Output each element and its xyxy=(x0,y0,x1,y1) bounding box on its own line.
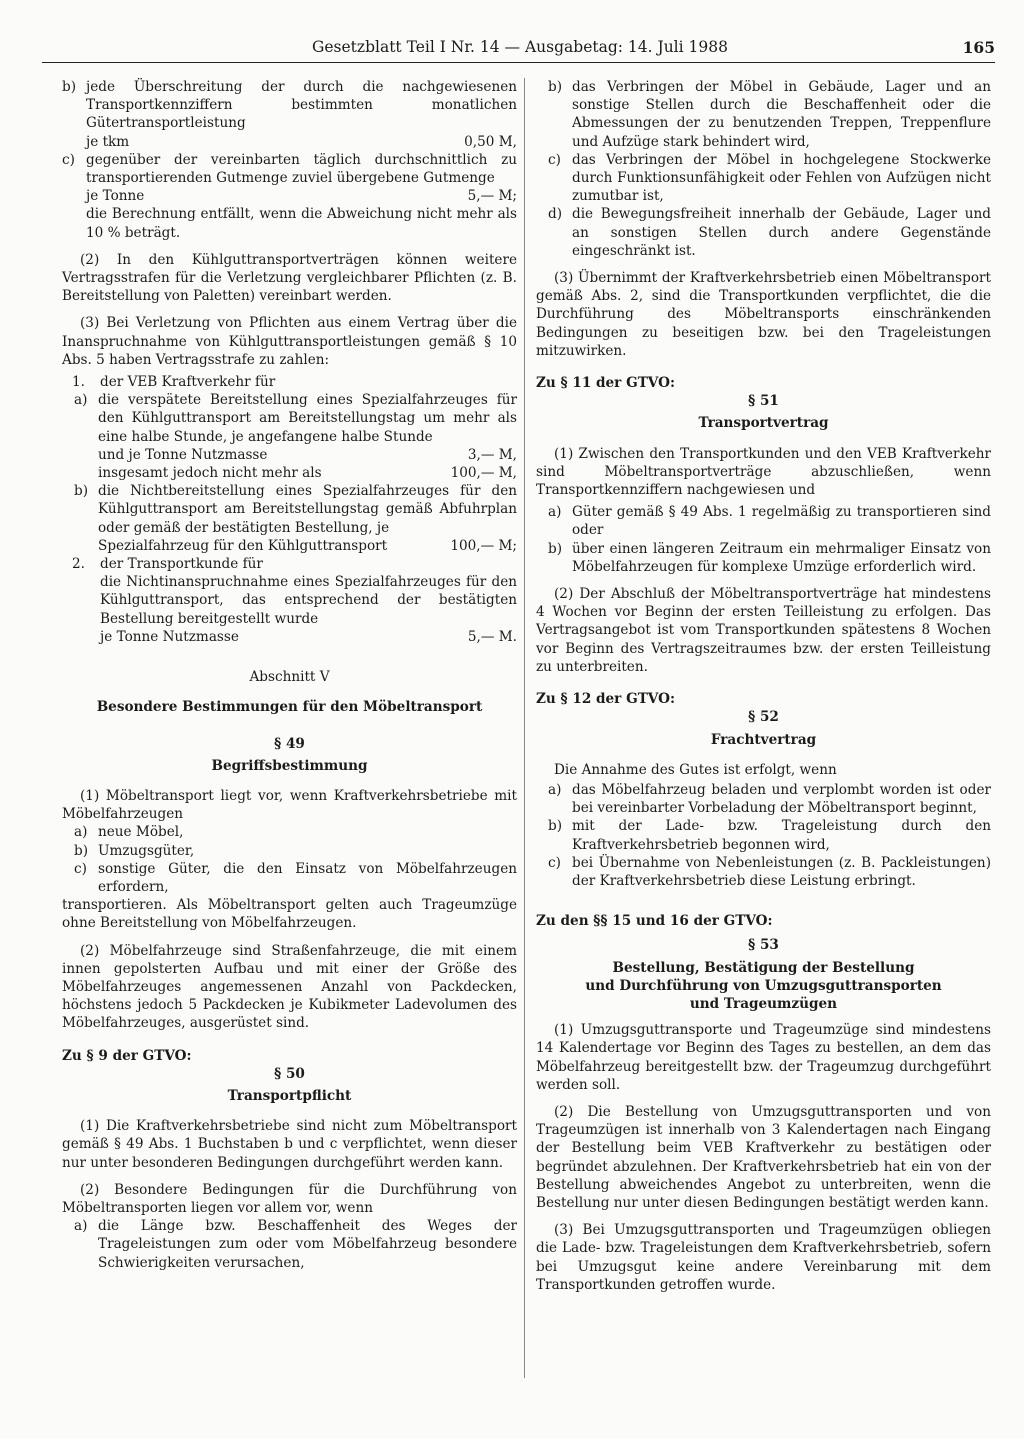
paragraph: Die Annahme des Gutes ist erfolgt, wenn xyxy=(554,761,837,778)
list-item: c) das Verbringen der Möbel in hochgelegene Stockwerke durch Funktionsunfähigkeit oder Fehlen von Aufzügen nicht zumutbar ist, xyxy=(548,151,991,205)
paragraph-number: § 53 xyxy=(748,937,779,954)
paragraph-number: § 51 xyxy=(748,393,779,410)
paragraph-title: Frachtvertrag xyxy=(710,731,817,748)
list-item: d) die Bewegungsfreiheit innerhalb der Gebäude, Lager und an sonstigen Stellen durch andere Gegenstände eingeschränkt ist. xyxy=(548,206,991,259)
numbered-item: 1. der VEB Kraftverkehr für xyxy=(72,374,276,391)
paragraph-number: § 49 xyxy=(274,735,305,752)
reference-heading: Zu den §§ 15 und 16 der GTVO: xyxy=(536,913,773,930)
header-rule xyxy=(42,62,995,63)
paragraph: (2) Besondere Bedingungen für die Durchführung von Möbeltransporten liegen vor allem vor, wenn xyxy=(62,1181,517,1216)
page-header xyxy=(40,28,995,68)
section-heading: Abschnitt V xyxy=(249,669,330,686)
paragraph: (1) Umzugsguttransporte und Trageumzüge sind mindestens 14 Kalendertage vor Beginn des Tages zu bestellen, an dem das Möbelfahrzeug bereitgestellt bzw. der Trageumzug durchgeführt werden soll. xyxy=(536,1022,991,1093)
amount: 100,— M; xyxy=(450,537,517,554)
paragraph-title: Begriffsbestimmung xyxy=(211,757,368,774)
list-item: c) gegenüber der vereinbarten täglich durchschnittlich zu transportierenden Gutmenge zuviel übergebene Gutmenge je Tonne 5,— M; die Berechnung entfällt, wenn die Abweichung nicht mehr als 10 % beträgt. xyxy=(62,151,517,241)
paragraph: (1) Zwischen den Transportkunden und den VEB Kraftverkehr sind Möbeltransportverträge abzuschließen, wenn Transportkennziffern nachgewiesen und xyxy=(536,445,991,499)
paragraph-number: § 50 xyxy=(274,1065,305,1082)
list-item: b) über einen längeren Zeitraum ein mehrmaliger Einsatz von Möbelfahrzeugen für komplexe Umzüge erforderlich wird. xyxy=(548,540,991,575)
list-item: a) Güter gemäß § 49 Abs. 1 regelmäßig zu transportieren sind oder xyxy=(548,504,991,539)
paragraph-number: § 52 xyxy=(748,709,779,726)
reference-heading: Zu § 11 der GTVO: xyxy=(536,375,675,392)
list-item: c) bei Übernahme von Nebenleistungen (z. B. Packleistungen) der Kraftverkehrsbetrieb diese Leistung erbringt. xyxy=(548,854,991,889)
amount: 0,50 M, xyxy=(464,133,517,150)
list-item: b) Umzugsgüter, xyxy=(74,842,195,859)
amount: 5,— M; xyxy=(467,188,517,205)
paragraph: (1) Möbeltransport liegt vor, wenn Kraftverkehrsbetriebe mit Möbelfahrzeugen xyxy=(62,787,517,823)
paragraph: (2) Die Bestellung von Umzugsguttransporten und von Trageumzügen ist innerhalb von 3 Kalendertagen nach Eingang der Bestellung beim VEB Kraftverkehr zu bestätigen oder begründet abzulehnen. Der Kraftverkehrsbetrieb hat ein von der Bestellung abweichendes Angebot zu unterbreiten, wenn die Bestellung nur unter diesen Bedingungen bestätigt werden kann. xyxy=(536,1103,991,1211)
list-item: a) neue Möbel, xyxy=(74,824,184,841)
list-item: a) die verspätete Bereitstellung eines Spezialfahrzeuges für den Kühlguttransport am Bereitstellungstag um mehr als eine halbe Stunde, je angefangene halbe Stunde und je Tonne Nutzmasse 3,— M, insgesamt jedoch nicht mehr als 100,— M, xyxy=(74,392,517,482)
paragraph: (2) Der Abschluß der Möbeltransportverträge hat mindestens 4 Wochen vor Beginn der ersten Teilleistung zu erfolgen. Das Vertragsangebot ist vom Transportkunden spätestens 8 Wochen vor Beginn des Vertragszeitraumes bzw. der ersten Teilleistung zu unterbreiten. xyxy=(536,586,991,675)
left-column xyxy=(62,78,517,1398)
paragraph: (1) Die Kraftverkehrsbetriebe sind nicht zum Möbeltransport gemäß § 49 Abs. 1 Buchstaben b und c verpflichtet, wenn dieser nur unter besonderen Bedingungen durchgeführt werden kann. xyxy=(62,1118,517,1171)
reference-heading: Zu § 9 der GTVO: xyxy=(62,1047,192,1064)
list-item: c) sonstige Güter, die den Einsatz von Möbelfahrzeugen erfordern, xyxy=(74,860,517,895)
paragraph-title: Bestellung, Bestätigung der Bestellung und Durchführung von Umzugsguttransporten und Trageumzügen xyxy=(585,959,942,1012)
section-title: Besondere Bestimmungen für den Möbeltransport xyxy=(96,699,483,716)
list-item: a) das Möbelfahrzeug beladen und verplombt worden ist oder bei vereinbarter Vorbeladung der Möbeltransport beginnt, xyxy=(548,781,991,817)
paragraph: (3) Bei Verletzung von Pflichten aus einem Vertrag über die Inanspruchnahme von Kühlguttransportleistungen gemäß § 10 Abs. 5 haben Vertragsstrafe zu zahlen: xyxy=(62,315,517,368)
list-item: b) jede Überschreitung der durch die nachgewiesenen Transportkennziffern bestimmten monatlichen Gütertransportleistung je tkm 0,50 M, xyxy=(62,79,517,150)
amount: 100,— M, xyxy=(450,465,517,482)
numbered-item: 2. der Transportkunde für die Nichtinanspruchnahme eines Spezialfahrzeuges für den Kühlguttransport, das entsprechend der bestätigten Bestellung bereitgestellt wurde je Tonne Nutzmasse 5,— M. xyxy=(72,556,517,645)
header-title: Gesetzblatt Teil I Nr. 14 — Ausgabetag: 14. Juli 1988 xyxy=(312,38,728,56)
paragraph-title: Transportvertrag xyxy=(698,415,829,432)
paragraph: transportieren. Als Möbeltransport gelten auch Trageumzüge ohne Bereitstellung von Möbelfahrzeugen. xyxy=(62,897,517,932)
paragraph: (3) Übernimmt der Kraftverkehrsbetrieb einen Möbeltransport gemäß Abs. 2, sind die Transportkunden verpflichtet, die die Durchführung des Möbeltransports einschränkenden Bedingungen zu beseitigen bzw. bei den Trageleistungen mitzuwirken. xyxy=(536,270,991,359)
column-divider xyxy=(524,78,525,1378)
list-item: b) das Verbringen der Möbel in Gebäude, Lager und an sonstige Stellen durch die Beschaffenheit oder die Abmessungen der zu benutzenden Treppen, Treppenflure und Aufzüge stark behindert wird, xyxy=(548,79,991,150)
paragraph: (3) Bei Umzugsguttransporten und Trageumzügen obliegen die Lade- bzw. Trageleistungen dem Kraftverkehrsbetrieb, sofern bei Umzugsgut keine andere Vereinbarung mit dem Transportkunden getroffen wurde. xyxy=(536,1222,991,1293)
page-number: 165 xyxy=(962,38,995,57)
amount: 3,— M, xyxy=(467,446,517,463)
amount: 5,— M. xyxy=(467,628,517,645)
paragraph: (2) Möbelfahrzeuge sind Straßenfahrzeuge, die mit einem innen gepolsterten Aufbau und mit einer der Größe des Möbelfahrzeuges angemessenen Anzahl von Packdecken, höchstens jedoch 5 Packdecken je Kubikmeter Ladevolumen des Möbelfahrzeuges, ausgerüstet sind. xyxy=(62,942,517,1032)
paragraph-title: Transportpflicht xyxy=(227,1087,352,1104)
list-item: a) die Länge bzw. Beschaffenheit des Weges der Trageleistungen zum oder vom Möbelfahrzeug besondere Schwierigkeiten verursachen, xyxy=(74,1218,517,1271)
list-item: b) die Nichtbereitstellung eines Spezialfahrzeuges für den Kühlguttransport am Bereitstellungstag gemäß Abfuhrplan oder gemäß der bestätigten Bestellung, je Spezialfahrzeug für den Kühlguttransport 100,— M; xyxy=(74,483,517,554)
list-item: b) mit der Lade- bzw. Trageleistung durch den Kraftverkehrsbetrieb begonnen wird, xyxy=(548,818,991,853)
reference-heading: Zu § 12 der GTVO: xyxy=(536,691,675,708)
right-column xyxy=(536,78,991,1398)
paragraph: (2) In den Kühlguttransportverträgen können weitere Vertragsstrafen für die Verletzung vergleichbarer Pflichten (z. B. Bereitstellung von Paletten) vereinbart werden. xyxy=(62,251,517,305)
